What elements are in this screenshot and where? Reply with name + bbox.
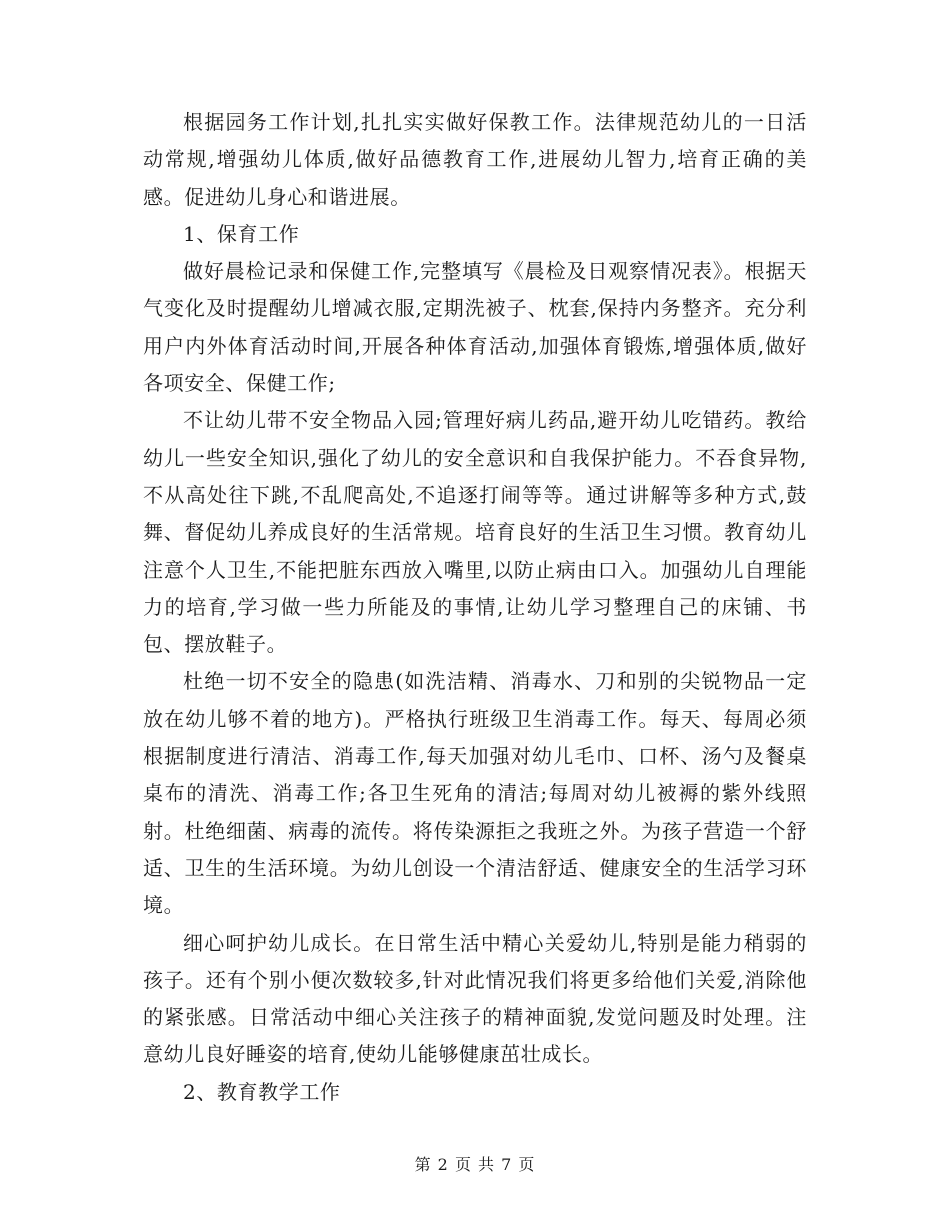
paragraph-intro: 根据园务工作计划,扎扎实实做好保教工作。法律规范幼儿的一日活动常规,增强幼儿体质,做好品德教育工作,进展幼儿智力,培育正确的美感。促进幼儿身心和谐进展。 [143, 110, 807, 209]
paragraph-care-growth: 细心呵护幼儿成长。在日常生活中精心关爱幼儿,特别是能力稍弱的孩子。还有个别小便次数较多,针对此情况我们将更多给他们关爱,消除他的紧张感。日常活动中细心关注孩子的精神面貌,发觉问题及时处理。注意幼儿良好睡姿的培育,使幼儿能够健康茁壮成长。 [143, 930, 807, 1067]
section-heading-care: 1、保育工作 [183, 221, 300, 246]
document-body [143, 104, 807, 1111]
paragraph-health-check: 做好晨检记录和保健工作,完整填写《晨检及日观察情况表》。根据天气变化及时提醒幼儿增减衣服,定期洗被子、枕套,保持内务整齐。充分利用户内外体育活动时间,开展各种体育活动,加强体育锻炼,增强体质,做好各项安全、保健工作; [143, 259, 807, 396]
section-heading-teaching: 2、教育教学工作 [183, 1079, 341, 1104]
paragraph-hygiene: 杜绝一切不安全的隐患(如洗洁精、消毒水、刀和别的尖锐物品一定放在幼儿够不着的地方)。严格执行班级卫生消毒工作。每天、每周必须根据制度进行清洁、消毒工作,每天加强对幼儿毛巾、口杯、汤勺及餐桌桌布的清洗、消毒工作;各卫生死角的清洁;每周对幼儿被褥的紫外线照射。杜绝细菌、病毒的流传。将传染源拒之我班之外。为孩子营造一个舒适、卫生的生活环境。为幼儿创设一个清洁舒适、健康安全的生活学习环境。 [143, 669, 807, 918]
page-number-footer: 第 2 页 共 7 页 [414, 1155, 536, 1174]
paragraph-safety: 不让幼儿带不安全物品入园;管理好病儿药品,避开幼儿吃错药。教给幼儿一些安全知识,强化了幼儿的安全意识和自我保护能力。不吞食异物,不从高处往下跳,不乱爬高处,不追逐打闹等等。通过讲解等多种方式,鼓舞、督促幼儿养成良好的生活常规。培育良好的生活卫生习惯。教育幼儿注意个人卫生,不能把脏东西放入嘴里,以防止病由口入。加强幼儿自理能力的培育,学习做一些力所能及的事情,让幼儿学习整理自己的床铺、书包、摆放鞋子。 [143, 408, 807, 657]
